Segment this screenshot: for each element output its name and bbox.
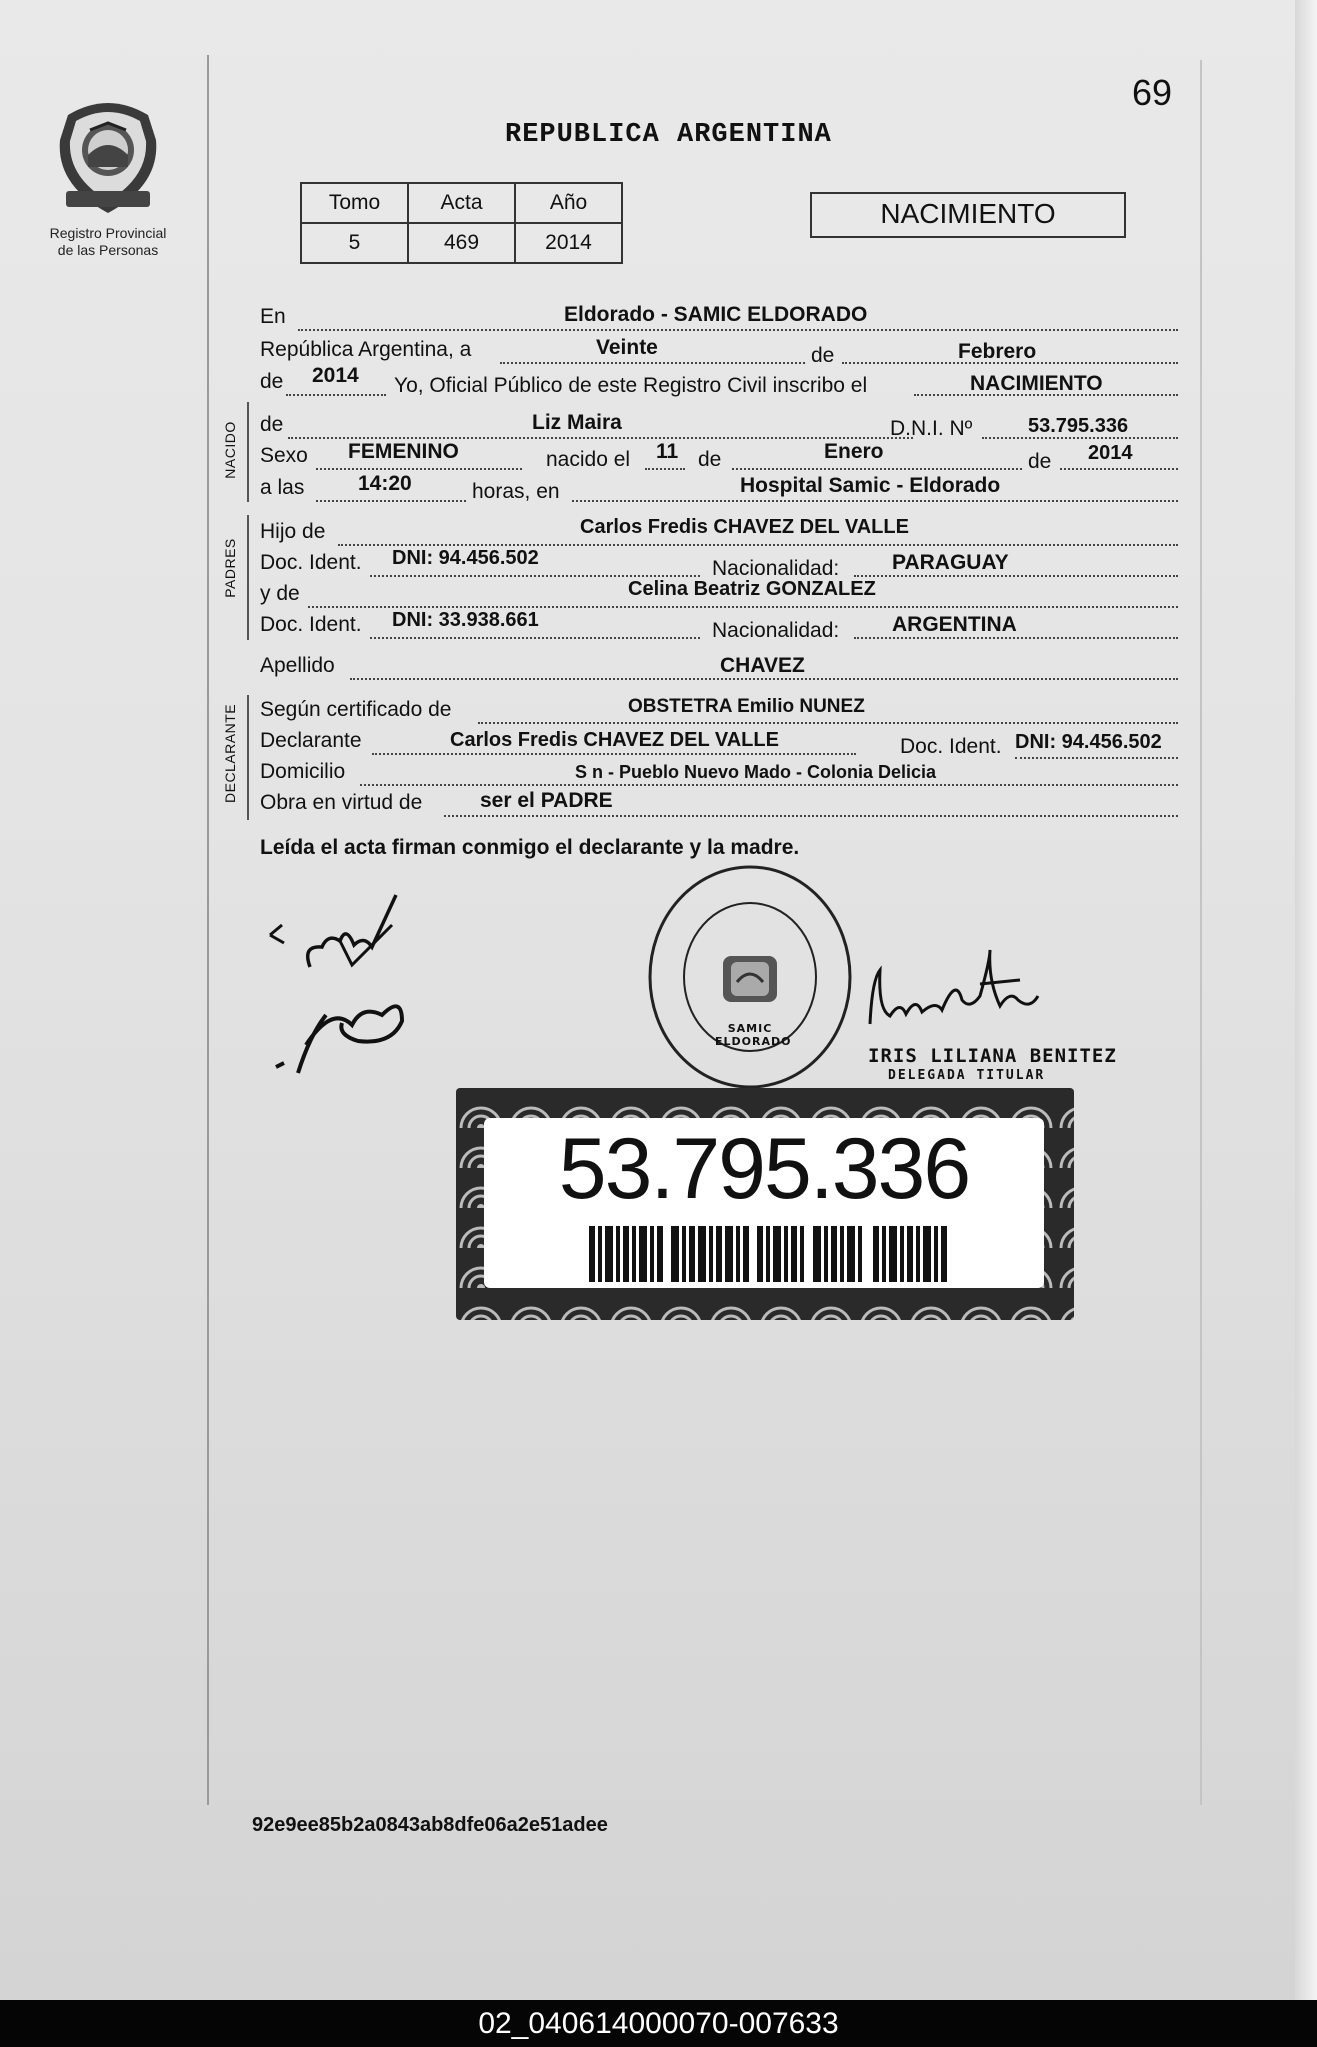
padres-section-label: PADRES	[222, 538, 238, 598]
sticker-dni-number: 53.795.336	[558, 1121, 970, 1217]
father-nationality-value: PARAGUAY	[892, 551, 1009, 574]
registry-table-header	[301, 183, 622, 223]
republic-label: República Argentina, a	[260, 338, 472, 361]
declarante-section-label: DECLARANTE	[222, 703, 238, 803]
nacido-section-label: NACIDO	[222, 421, 238, 479]
obra-label: Obra en virtud de	[260, 791, 423, 814]
apellido-label: Apellido	[260, 654, 335, 677]
dotted-line	[286, 394, 386, 396]
declarante-name-value: Carlos Fredis CHAVEZ DEL VALLE	[450, 729, 779, 751]
record-line-officer	[260, 364, 1180, 400]
dotted-line	[732, 468, 1022, 470]
document-hash: 92e9ee85b2a0843ab8dfe06a2e51adee	[252, 1814, 608, 1836]
declarante-line-name	[260, 729, 1180, 759]
day-written-value: Veinte	[596, 336, 658, 359]
domicilio-value: S n - Pueblo Nuevo Mado - Colonia Delicia	[575, 762, 937, 782]
registry-seal-icon	[645, 862, 855, 1092]
dotted-line	[500, 362, 805, 364]
dotted-line	[308, 606, 1178, 608]
de-label: de	[811, 344, 835, 367]
dotted-line	[338, 544, 1178, 546]
dotted-line	[316, 500, 466, 502]
birth-day-value: 11	[656, 440, 679, 463]
dotted-line	[854, 575, 1178, 577]
event-value: NACIMIENTO	[970, 372, 1103, 395]
month-value: Febrero	[958, 340, 1037, 363]
child-name-value: Liz Maira	[532, 411, 622, 434]
right-margin-line	[1200, 60, 1202, 1805]
en-label: En	[260, 305, 286, 328]
registry-table	[300, 182, 623, 264]
birth-place-value: Hospital Samic - Eldorado	[740, 474, 1001, 497]
birth-month-value: Enero	[824, 440, 884, 463]
declarante-line-obra	[260, 791, 1180, 821]
nacido-line-sex-date	[260, 440, 1180, 474]
dotted-line	[360, 784, 1178, 786]
dotted-line	[478, 722, 1178, 724]
closing-statement: Leída el acta firman conmigo el declarante y la madre.	[260, 836, 800, 859]
mother-name-value: Celina Beatriz GONZALEZ	[628, 578, 876, 600]
dni-label: D.N.I. Nº	[890, 417, 973, 440]
declarante-doc-value: DNI: 94.456.502	[1015, 731, 1162, 753]
child-dni-value: 53.795.336	[1028, 415, 1129, 437]
hijo-label: Hijo de	[260, 520, 326, 543]
declarante-line-cert	[260, 698, 1180, 728]
padres-line-father-doc	[260, 547, 1180, 581]
official-stamp	[645, 862, 855, 1092]
official-name: IRIS LILIANA BENITEZ	[868, 1045, 1117, 1067]
year-value: 2014	[312, 364, 359, 387]
page-edge	[1295, 0, 1317, 2000]
apellido-value: CHAVEZ	[720, 654, 805, 677]
dotted-line	[645, 468, 685, 470]
nacido-line-time-place	[260, 472, 1180, 506]
dotted-line	[288, 437, 913, 439]
place-value: Eldorado - SAMIC ELDORADO	[564, 303, 868, 326]
registry-header-acta: Acta	[408, 183, 515, 223]
registry-value-anio: 2014	[515, 223, 622, 263]
record-line-date	[260, 338, 1180, 368]
logo-caption-line1: Registro Provincial	[49, 225, 167, 241]
doc-ident-label: Doc. Ident.	[260, 551, 362, 574]
dotted-line	[572, 500, 1178, 502]
registry-value-tomo: 5	[301, 223, 408, 263]
sexo-label: Sexo	[260, 444, 308, 467]
horas-label: horas, en	[472, 480, 560, 503]
de-label: de	[698, 448, 722, 471]
dotted-line	[316, 468, 522, 470]
barcode-icon	[589, 1226, 949, 1282]
declarante-line-domicilio	[260, 760, 1180, 790]
nacido-line-name	[260, 413, 1180, 443]
province-logo	[48, 95, 168, 259]
province-seal-icon	[48, 95, 168, 220]
obra-value: ser el PADRE	[480, 789, 613, 812]
de-label: de	[260, 370, 284, 393]
apellido-line	[260, 654, 1180, 684]
sticker-label	[484, 1118, 1044, 1288]
de-label: de	[260, 413, 284, 436]
domicilio-label: Domicilio	[260, 760, 346, 783]
nacionalidad-label: Nacionalidad:	[712, 557, 840, 580]
dotted-line	[854, 637, 1178, 639]
dni-sticker	[456, 1088, 1074, 1320]
dotted-line	[370, 575, 700, 577]
birth-time-value: 14:20	[358, 472, 412, 495]
declarante-label: Declarante	[260, 729, 362, 752]
left-margin-line	[207, 55, 209, 1805]
sexo-value: FEMENINO	[348, 440, 459, 463]
y-de-label: y de	[260, 582, 300, 605]
official-role: DELEGADA TITULAR	[888, 1068, 1046, 1083]
registry-value-acta: 469	[408, 223, 515, 263]
declarante-section-bar	[247, 695, 249, 820]
mother-doc-value: DNI: 33.938.661	[392, 609, 539, 631]
padres-line-mother-doc	[260, 609, 1180, 643]
declarant-signatures-icon	[262, 885, 442, 1085]
dotted-line	[350, 678, 1178, 680]
father-name-value: Carlos Fredis CHAVEZ DEL VALLE	[580, 516, 909, 538]
father-doc-value: DNI: 94.456.502	[392, 547, 539, 569]
registry-table-values	[301, 223, 622, 263]
mother-nationality-value: ARGENTINA	[892, 613, 1017, 636]
dotted-line	[1060, 468, 1178, 470]
nacionalidad-label: Nacionalidad:	[712, 619, 840, 642]
document-type-box: NACIMIENTO	[810, 192, 1126, 238]
document-title: REPUBLICA ARGENTINA	[505, 120, 832, 150]
doc-ident-label: Doc. Ident.	[260, 613, 362, 636]
file-id-bar: 02_040614000070-007633	[0, 2000, 1317, 2047]
padres-section-bar	[247, 515, 249, 640]
official-signature-icon	[860, 940, 1090, 1050]
dotted-line	[444, 815, 1178, 817]
certificate-value: OBSTETRA Emilio NUNEZ	[628, 696, 865, 717]
officer-text: Yo, Oficial Público de este Registro Civil inscribo el	[394, 374, 868, 397]
doc-ident-label: Doc. Ident.	[900, 735, 1002, 758]
page-number: 69	[1132, 72, 1173, 113]
a-las-label: a las	[260, 476, 305, 499]
stamp-inner-text: SAMIC ELDORADO	[715, 1022, 792, 1048]
dotted-line	[1015, 757, 1178, 759]
dotted-line	[370, 637, 700, 639]
nacido-section-bar	[247, 402, 249, 502]
certificate-label: Según certificado de	[260, 698, 452, 721]
dotted-line	[298, 329, 1178, 331]
nacido-label: nacido el	[546, 448, 631, 471]
padres-line-father	[260, 516, 1180, 550]
dotted-line	[372, 753, 856, 755]
registry-header-anio: Año	[515, 183, 622, 223]
record-line-place	[260, 305, 1180, 335]
de-label: de	[1028, 450, 1052, 473]
registry-header-tomo: Tomo	[301, 183, 408, 223]
logo-caption-line2: de las Personas	[57, 242, 159, 258]
birth-year-value: 2014	[1088, 442, 1133, 464]
padres-line-mother	[260, 578, 1180, 612]
